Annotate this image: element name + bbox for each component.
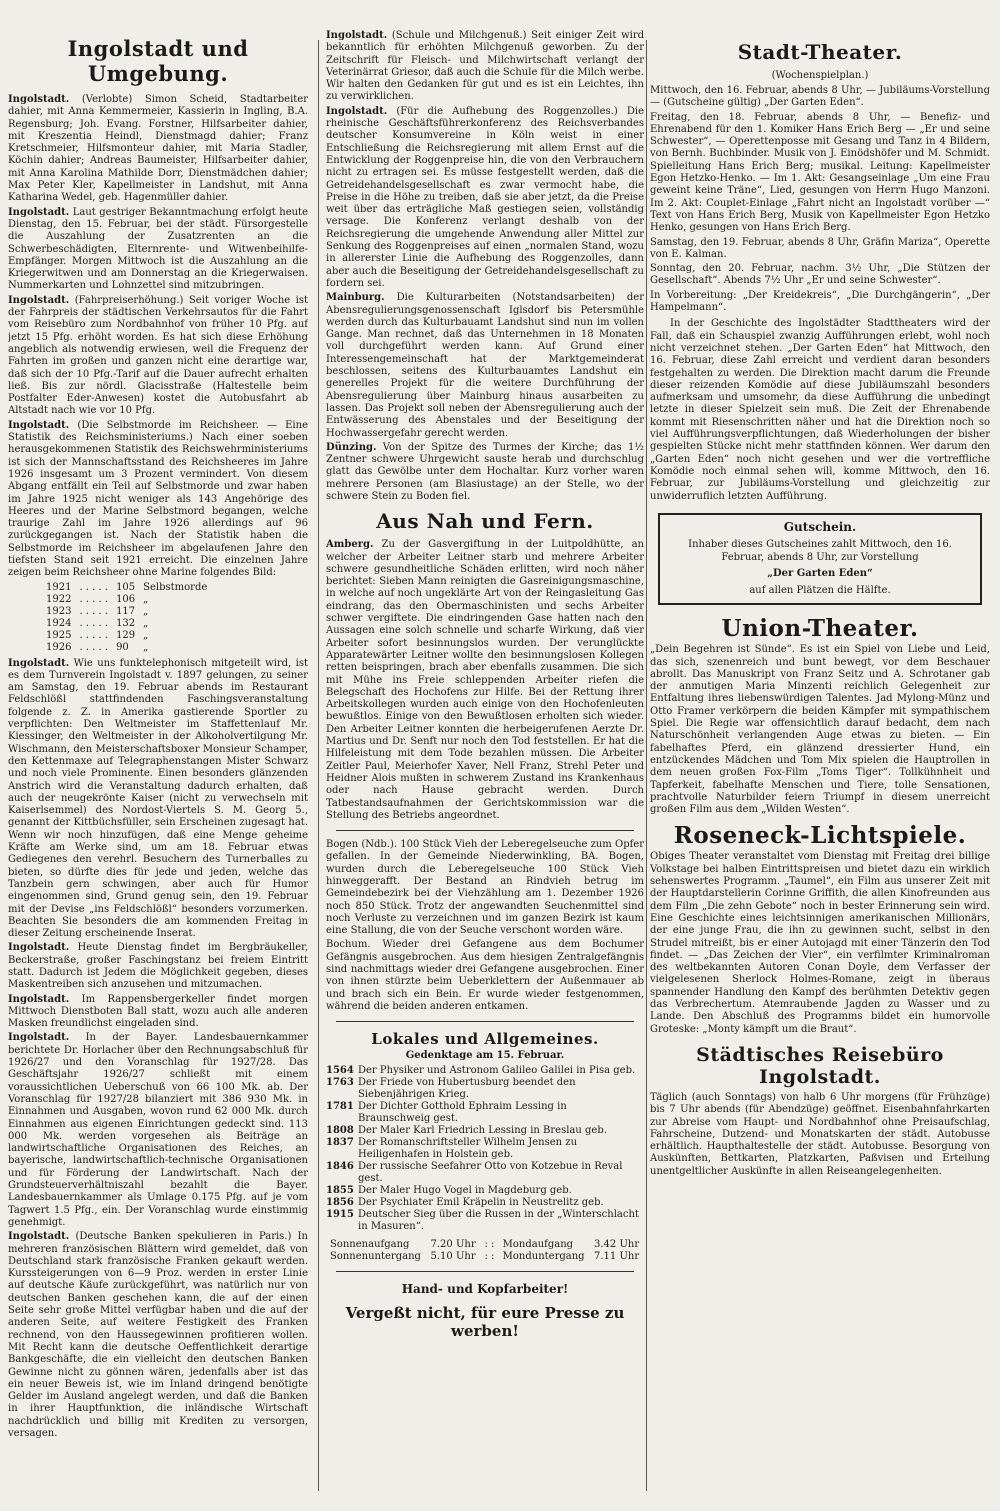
column-rule [646,40,647,1491]
subheading: Gedenktage am 15. Februar. [405,1050,565,1062]
section-heading: Union-Theater. [721,615,919,643]
article-paragraph: Bogen (Ndb.). 100 Stück Vieh der Leberegelseuche zum Opfer gefallen. In der Gemeinde Niederwinkling, BA. Bogen, wurden durch die Leberegelseuche 100 Stück Vieh hinweggerafft. Der Bestand an Rindvieh betrug im Gemeindebezirk bei der Viehzählung am 1. Dezember 1926 noch 850 Stück. Trotz der angewandten Seuchenmittel sind noch Verluste zu verzeichnen und im ganzen Bezirk ist kaum eine Stallung, die von der Seuche verschont worden wäre. [326,839,644,937]
article-paragraph: „Dein Begehren ist Sünde“. Es ist ein Spiel von Liebe und Leid, das sich, szenenreich und bunt bewegt, vor dem Beschauer abrollt. Das Manuskript von Franz Seitz und A. Schrotaner gab der anmutigen Maria Minzenti reichlich Gelegenheit zur Entfaltung ihres liebenswürdigen Talentes. Jad Mylong-Münz und Otto Framer verkörpern die beiden Kämpfer mit sympathischem Spiel. Die Regie war offensichtlich darauf bedacht, dem nach Naturschönheit verlangenden Auge etwas zu bieten. — Ein fabelhaftes Pferd, ein glänzend dressierter Hund, ein entzückendes Mädchen und Tom Mix spielen die Hauptrollen in dem neuen großen Fox-Film „Toms Tiger“. Tollkühnheit und Tapferkeit, fabelhafte Menschen und Tiere, tolle Sensationen, prachtvolle Naturbilder feiern Triumpf in diesem unerreicht großen Film aus dem „Wilden Westen“. [650,644,990,816]
list-item: 1763 Der Friede von Hubertusburg beendet den Siebenjährigen Krieg. [326,1077,576,1101]
article-paragraph: Ingolstadt. (Für die Aufhebung des Roggenzolles.) Die rheinische Geschäftsführerkonferenz des Reichsverbandes deutscher Konsumvereine in Köln weist in einer Entschließung die Reichsregierung mit allem Ernst auf die Entwicklung der Roggenpreise hin, die von den Verbrauchern nicht zu ertragen sei. Es müsse festgestellt werden, daß die Getreidehandelsgesellschaft es zwar vermocht habe, die Preise in die Höhe zu treiben, daß sie aber jetzt, da die Preise weit über das erträgliche Maß gestiegen seien, vollständig versage. Die Konferenz verlangt deshalb von der Reichsregierung die umgehende Anwendung aller Mittel zur Senkung des Roggenpreises auf einen „normalen Stand, wozu in allererster Linie die Aufhebung des Roggenzolles, dann aber auch die Beseitigung der Getreidehandelsgesellschaft zu fordern sei. [326,105,644,289]
list-item: 1915 Deutscher Sieg über die Russen in der „Winterschlacht in Masuren“. [326,1209,639,1233]
article-paragraph: Ingolstadt. (Die Selbstmorde im Reichsheer. — Eine Statistik des Reichsministeriums.) Nach einer soeben herausgekommenen Statistik des Reichswehrministeriums ist sich der Mannschaftsstand des Reichsheeres im Jahre 1926 insgesamt um 3 Prozent vermindert. Von diesem Abgang entfällt ein Teil auf Selbstmorde und zwar haben im Jahre 1925 nicht weniger als 143 Angehörige des Heeres und der Marine Selbstmord begangen, welche traurige Zahl im Jahre 1926 allerdings auf 96 zurückgegangen ist. Nach der Statistik haben die Selbstmorde im Reichsheer im abgelaufenen Jahre den tiefsten Stand seit 1921 erreicht. Die einzelnen Jahre zeigen beim Reichsheer ohne Marine folgendes Bild: [8,419,308,579]
table-row: 1921 . . . . . 105 Selbstmorde [46,581,208,593]
list-item: 1564 Der Physiker und Astronom Galileo Galilei in Pisa geb. [326,1065,636,1077]
voucher-text: auf allen Plätzen die Hälfte. [749,584,891,596]
column-entertainment [650,30,990,1508]
voucher-title: Gutschein. [783,519,857,534]
section-heading: Lokales und Allgemeines. [371,1030,599,1049]
article-paragraph: Ingolstadt. In der Bayer. Landesbauernkammer berichtete Dr. Horlacher über den Rechnungsabschluß für 1926/27 und den Voranschlag für 1927/28. Das Geschäftsjahr 1926/27 schließt mit einem voraussichtlichen Ueberschuß von 66 100 Mk. ab. Der Voranschlag für 1927/28 bilanziert mit 386 930 Mk. in Einnahmen und Ausgaben, wovon rund 62 000 Mk. durch Einnahmen aus eigenen Einrichtungen gedeckt sind. 113 000 Mk. werden vorgesehen als Beiträge an landwirtschaftliche Organisationen des Reiches, an bayerische, landwirtschaftlich-technische Organisationen und für Förderung der Landwirtschaft. Nach der Grundsteuerverhältniszahl bezahlt die Bayer. Landesbauernkammer als Umlage 0.175 Pfg. auf je vom Tagwert 1.5 Pfg., ein. Der Voranschlag wurde einstimmig genehmigt. [8,1032,308,1228]
suicide-statistics-table [42,582,211,654]
table-row: 1925 . . . . . 129 „ [46,629,149,641]
table-row: 1926 . . . . . 90 „ [46,641,149,653]
sun-moon-times [326,1239,644,1263]
article-paragraph: Freitag, den 18. Februar, abends 8 Uhr, — Benefiz- und Ehrenabend für den 1. Komiker Hans Erich Berg — „Er und seine Schwester“, — Operettenposse mit Gesang und Tanz in 4 Bildern, von Bernh. Buchbinder. Musik von J. Einödshöfer und M. Schmidt. Spielleitung Hans Erich Berg; musikal. Leitung: Kapellmeister Egon Hetzko-Henko. — Im 1. Akt: Gesangseinlage „Um eine Frau geweint keine Träne“, Lied, gesungen von Herrn Hugo Manzoni. Im 2. Akt: Couplet-Einlage „Fahrt nicht an Ingolstadt vorüber —“ Text von Hans Erich Berg, Musik von Kapellmeister Egon Hetzko Henko, gesungen von Hans Erich Berg. [650,111,990,234]
section-heading: Städtisches Reisebüro Ingolstadt. [696,1043,944,1088]
article-paragraph: Bochum. Wieder drei Gefangene aus dem Bochumer Gefängnis ausgebrochen. Aus dem hiesigen Zentralgefängnis sind nachmittags wieder drei Gefangene ausgebrochen. Einer von ihnen stürzte beim Ueberklettern der Außenmauer ab und brach sich ein Bein. Er wurde wieder festgenommen, während die beiden anderen entkamen. [326,939,644,1012]
article-paragraph: Sonntag, den 20. Februar, nachm. 3½ Uhr, „Die Stützen der Gesellschaft“. Abends 7½ Uhr „Er und seine Schwester“. [650,263,990,287]
divider [336,1021,634,1022]
list-item: 1781 Der Dichter Gotthold Ephraim Lessing in Braunschweig gest. [326,1101,567,1125]
list-item: 1808 Der Maler Karl Friedrich Lessing in Breslau geb. [326,1125,607,1137]
press-appeal: Hand- und Kopfarbeiter! [401,1282,569,1297]
section-heading: Ingolstadt und Umgebung. [67,36,249,86]
article-paragraph: Amberg. Zu der Gasvergiftung in der Luitpoldhütte, an welcher der Arbeiter Leitner starb und mehrere Arbeiter schwere gesundheitliche Schäden erlitten, wird noch näher berichtet: Sieben Mann reinigten die Gasreinigungsmaschine, in welche auf noch ungeklärte Art von der Reingasleitung Gas eindrang, das den Obermaschinisten und sechs Arbeiter schwer vergiftete. Die eindringenden Gase hatten nach den Aussagen eine solch schnelle und scharfe Wirkung, daß vier Arbeiter sofort besinnungslos wurden. Der verunglückte Apparatewärter Leitner wollte den besinnungslosen Kollegen retten beispringen, brach aber ebenfalls zusammen. Die sich mit Mühe ins Freie schleppenden Arbeiter riefen die Belegschaft des Hochofens zur Hilfe. Bei der Rettung ihrer Arbeitskollegen wurden auch einige von den Hochofenleuten bewußtlos. Einige von den Bewußtlosen erholten sich wieder. Den Arbeiter Leitner konnten die herbeigerufenen Aerzte Dr. Martius und Dr. Senft nur noch den Tod feststellen. Er hat die Hilfeleistung mit dem Tode bezahlen müssen. Die Arbeiter Zeitler Paul, Meierhofer Xaver, Nell Franz, Strehl Peter und Heidner Alois mußten in schwerem Zustand ins Krankenhaus oder nach Hause gebracht werden. Durch Tatbestandsaufnahmen der Gerichtskommission war die Stellung des Betriebs angeordnet. [326,539,644,821]
article-paragraph: Mittwoch, den 16. Februar, abends 8 Uhr, — Jubiläums-Vorstellung — (Gutscheine gültig) „Der Garten Eden“. [650,85,990,109]
voucher-text: Inhaber dieses Gutscheines zahlt Mittwoch, den 16. Februar, abends 8 Uhr, zur Vorstellung [688,539,952,563]
article-paragraph: In der Geschichte des Ingolstädter Stadttheaters wird der Fall, daß ein Schauspiel zwanzig Aufführungen erlebt, wohl noch nicht verzeichnet stehen. „Der Garten Eden“ hat Mittwoch, den 16. Februar, diese Zahl erreicht und verdient daran besonders festgehalten zu werden. Die Direktion macht darum die Freunde dieser reizenden Komödie auf diese Jubiläumszahl besonders aufmerksam und umsomehr, da diese Aufführung die unbedingt letzte in dieser Spielzeit sein muß. Die Zeit der Ehrenabende kommt mit Riesenschritten näher und hat die Direktion noch so viel Aufführungsverpflichtungen, daß Wiederholungen der bisher gespielten Stücke nicht mehr stattfinden können. Wer darum den „Garten Eden“ noch nicht gesehen und wer die vortreffliche Komödie noch einmal sehen will, komme Mittwoch, den 16. Februar, zur Jubiläums-Vorstellung und gleichzeitig zur unwiderruflich letzten Aufführung. [650,318,990,502]
article-paragraph: Ingolstadt. Wie uns funktelephonisch mitgeteilt wird, ist es dem Turnverein Ingolstadt v. 1897 gelungen, zu seiner am Samstag, den 19. Februar abends im Restaurant Feldschlößl stattfindenden Faschingsveranstaltung folgende z. Z. in Amerika gastierende Sportler zu verpflichten: Den Weltmeister im Staffettenlauf Mr. Kiessinger, den Weltmeister in der Alkoholvertilgung Mr. Wischmann, den Meisterschaftsboxer Monsieur Schamper, den Kettenmaxe auf Telegraphenstangen Mister Schwarz und noch viele Prominente. Einen besonders glänzenden Anstrich wird die Veranstaltung dadurch erhalten, daß auch der neugekrönte Kaiser (nicht zu verwechseln mit Kaiserlsemmel) des Nordost-Viertels S. M. Georg 5., genannt der Kittbüchsfüller, sein Erscheinen zugesagt hat. Wenn wir noch hinzufügen, daß eine Menge geheime Kräfte am Werke sind, um am 18. Februar etwas Gediegenes den verehrl. Besuchern des Turnerballes zu bieten, so dürfte dies für jede und jeden, welche das Tanzbein gern schwingen, aber auch für Humor eingenommen sind, Grund genug sein, den 19. Februar mit der Devise „ins Feldschlößl“ besonders vorzumerken. Beachten Sie besonders die am kommenden Freitag in dieser Zeitung erscheinende Inserat. [8,657,308,940]
table-row: 1924 . . . . . 132 „ [46,617,149,629]
list-item: 1837 Der Romanschriftsteller Wilhelm Jensen zu Heiligenhafen in Holstein geb. [326,1137,578,1161]
article-paragraph: In Vorbereitung: „Der Kreidekreis“, „Die Durchgängerin“, „Der Hampelmann“. [650,289,990,314]
table-row: Sonnenuntergang 5.10 Uhr : : Monduntergang 7.11 Uhr [330,1251,640,1263]
article-paragraph: Ingolstadt. Laut gestriger Bekanntmachung erfolgt heute Dienstag, den 15. Februar, bei der städt. Fürsorgestelle die Auszahlung der Zusatzrenten an die Schwerbeschädigten, Elternrente- und Witwenbeihilfe-Empfänger. Morgen Mittwoch ist die Auszahlung an die Kriegerwitwen und am Donnerstag an die Kriegerwaisen. Nummerkarten und Lohnzettel sind mitzubringen. [8,206,308,292]
section-heading: Aus Nah und Fern. [376,509,594,534]
article-paragraph: Ingolstadt. Heute Dienstag findet im Bergbräukeller, Beckerstraße, großer Faschingstanz bei freiem Eintritt statt. Dadurch ist Jedem die Möglichkeit gegeben, dieses Maskentreiben sich anzusehen und mitzumachen. [8,942,308,991]
press-appeal: Vergeßt nicht, für eure Presse zu werben! [345,1304,625,1341]
voucher-play: „Der Garten Eden“ [767,568,873,580]
article-paragraph: Mainburg. Die Kulturarbeiten (Notstandsarbeiten) der Abensregulierungsgenossenschaft Iglsdorf bis Petersmühle werden durch das Kulturbauamt Landshut sind nun im vollen Gange. Man rechnet, daß das Unternehmen in 18 Monaten voll durchgeführt werden kann. Auf Grund einer Interessengemeinschaft hat der Marktgemeinderat beschlossen, seitens des Kulturbauamtes Landshut ein generelles Projekt für die weitere Durchführung der Abensregulierung über Mainburg hinaus ausarbeiten zu lassen. Das Projekt soll neben der Abensregulierung auch der Entwässerung des Abenstales und der Beseitigung der Hochwassergefahr gerecht werden. [326,292,644,439]
article-paragraph: Ingolstadt. (Deutsche Banken spekulieren in Paris.) In mehreren französischen Blättern wird gemeldet, daß von Deutschland stark französische Franken gekauft werden. Kurssteigerungen von 6—9 Proz. werden in erster Linie auf deutsche Käufe zurückgeführt, was natürlich nur von deutschen Banken geschehen kann, die auf der einen Seite sehr große Mittel verfügbar haben und die auf der anderen Seite, auf weitere Festigkeit des Franken rechnend, von den Haussegewinnen profitieren wollen. Mit Recht kann die deutsche Oeffentlichkeit derartige Bankgeschäfte, die ein vielleicht den deutschen Banken Gewinne nicht zu gönnen wären, jedenfalls aber ist das ein neuer Beweis ist, wie im Inland dringend benötigte Gelder im Ausland angelegt werden, und daß die Banken in ihrer Hauptfunktion, die inländische Wirtschaft nachdrücklich und billig mit Krediten zu versorgen, versagen. [8,1231,308,1439]
article-paragraph: Obiges Theater veranstaltet vom Dienstag mit Freitag drei billige Volkstage bei halben Eintrittspreisen und bietet dazu ein wirklich sehenswertes Programm. „Taumel“, ein Film aus unserer Zeit mit der Hauptdarstellerin Corinne Griffith, die allen Kinofreunden aus dem Film „Die zehn Gebote“ noch in bester Erinnerung sein wird. Eine Geschichte eines leichtsinnigen amerikanischen Millionärs, der eine junge Frau, die ihn zu gewinnen sucht, selbst in den Strudel mitreißt, bis er einer Autojagd mit einer Tänzerin den Tod findet. — „Das Zeichen der Vier“, ein verfilmter Kriminalroman des weltbekannten Autoren Conan Doyle, dem Verfasser der vielgelesenen Sherlock Holmes-Romane, zeigt in überaus spannender Handlung den Kampf des berühmten Detektiv gegen das Verbrechertum. Atemraubende Jagden zu Wasser und zu Lande. Den Abschluß des Programms bildet ein humorvolle Groteske: „Monty kämpft um die Braut“. [650,851,990,1035]
article-paragraph: Samstag, den 19. Februar, abends 8 Uhr, Gräfin Mariza“, Operette von E. Kalman. [650,236,990,260]
section-heading: Roseneck-Lichtspiele. [673,822,967,850]
subheading: (Wochenspielplan.) [771,70,869,81]
article-paragraph: Ingolstadt. Im Rappensbergerkeller findet morgen Mittwoch Dienstboten Ball statt, wozu auch alle anderen Masken freundlichst eingeladen sind. [8,993,308,1030]
list-item: 1855 Der Maler Hugo Vogel in Magdeburg geb. [326,1185,572,1197]
table-row: 1923 . . . . . 117 „ [46,605,149,617]
table-row: 1922 . . . . . 106 „ [46,593,149,605]
column-regional-news [326,30,644,1508]
list-item: 1856 Der Psychiater Emil Kräpelin in Neustrelitz geb. [326,1197,604,1209]
list-item: 1846 Der russische Seefahrer Otto von Kotzebue in Reval gest. [326,1161,623,1185]
table-row: Sonnenaufgang 7.20 Uhr : : Mondaufgang 3.42 Uhr [330,1239,640,1251]
anniversary-list [326,1065,644,1233]
article-paragraph: Dünzing. Von der Spitze des Turmes der Kirche; das 1½ Zentner schwere Uhrgewicht sauste herab und durchschlug glatt das Gewölbe unter dem Hochaltar. Kurz vorher waren mehrere Personen (am Blasiustage) an der Stelle, wo der schwere Stein zu Boden fiel. [326,441,644,502]
column-rule [318,40,319,1491]
article-paragraph: Ingolstadt. (Verlobte) Simon Scheid, Stadtarbeiter dahier, mit Anna Kemmermeier, Kassierin in Ingling, B.A. Regensburg; Joh. Evang. Forstner, Hilfsarbeiter dahier, mit Kreszentia Heindl, Dienstmagd dahier; Franz Kretschmeier, Hilfsmonteur dahier, mit Maria Stadler, Köchin dahier; Andreas Baumeister, Hilfsarbeiter dahier, mit Anna Karolina Mathilde Dorr, Dienstmädchen dahier; Max Peter Kler, Kapellmeister in Landshut, mit Anna Katharina Wedel, geb. Hagenmüller dahier. [8,94,308,204]
article-paragraph: Ingolstadt. (Schule und Milchgenuß.) Seit einiger Zeit wird bekanntlich für erhöhten Milchgenuß geworben. Zu der Zeitschrift für Fleisch- und Milchwirtschaft verlangt der Veterinärrat Griesor, daß auch die Schule für die Milch werbe. Wir halten den Gedanken für gut und es ist ein Leichtes, ihn zu verwirklichen. [326,30,644,103]
article-paragraph: Ingolstadt. (Fahrpreiserhöhung.) Seit voriger Woche ist der Fahrpreis der städtischen Verkehrsautos für die Fahrt vom Reisebüro zum Nordbahnhof von früher 10 Pfg. auf jetzt 15 Pfg. erhöht worden. Es hat sich diese Erhöhung angeblich als notwendig erwiesen, weil die Frequenz der Fahrten im großen und ganzen nicht eine derartige war, daß sich der 10 Pfg.-Tarif auf die Dauer aufrecht erhalten ließ. Bis zur nördl. Glacisstraße (Haltestelle beim Postfalter Eder-Anwesen) kostet die Autobusfahrt ab Altstadt nach wie vor 10 Pfg. [8,294,308,417]
article-paragraph: Täglich (auch Sonntags) von halb 6 Uhr morgens (für Frühzüge) bis 7 Uhr abends (für Abendzüge) geöffnet. Eisenbahnfahrkarten zur Abreise vom Haupt- und Nordbahnhof ohne Preisaufschlag, Fahrscheine, Dutzend- und Monatskarten der städt. Autobusse erhältlich. Haupthaltestelle der städt. Autobusse. Besorgung von Auskünften, Bettkarten, Platzkarten, Paßvisen und Erteilung unentgeltlicher Auskünfte in allen Reiseangelegenheiten. [650,1091,990,1177]
divider [336,1271,634,1272]
divider [336,830,634,831]
voucher-box [658,513,982,606]
column-local-news [8,30,308,1508]
section-heading: Stadt-Theater. [737,40,903,64]
